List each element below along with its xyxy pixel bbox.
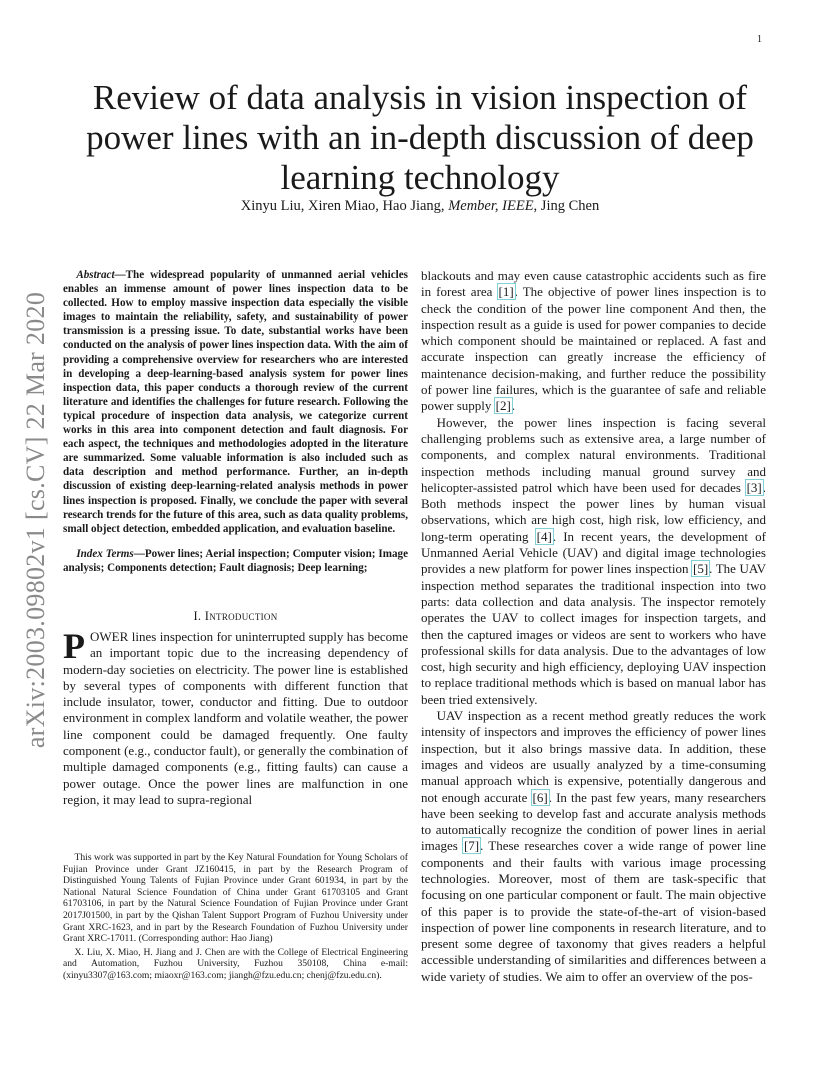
abstract (63, 268, 408, 536)
index-terms (63, 547, 408, 575)
footnotes (63, 852, 408, 982)
body-paragraph-1 (421, 268, 766, 415)
citation-link[interactable]: [3] (746, 479, 762, 495)
intro-paragraph (63, 625, 408, 808)
author-names-last: , Jing Chen (533, 198, 600, 214)
left-column (63, 268, 408, 808)
citation-link[interactable]: [1] (498, 284, 514, 300)
text-run: blackouts and may even cause catastrophic accidents such as fire in forest area (421, 268, 766, 300)
citation-link[interactable]: [2] (495, 398, 511, 414)
citation-link[interactable]: [4] (536, 528, 552, 544)
section-heading-introduction (63, 609, 408, 624)
author-membership: Member, IEEE (448, 198, 534, 214)
text-run: . The UAV inspection method separates the traditional inspection into two parts: data collection and data analysis. The inspector remotely operates the UAV to collect images for inspection targets, and then the captured images or videos are sent to workers who have professional skills for data analysis. Due to the advantages of low cost, high security and high efficiency, deploying UAV inspection to replace traditional methods which is based on manual labor has been tried extensively. (421, 561, 766, 707)
abstract-text: The widespread popularity of unmanned aerial vehicles enables an immense amount of power lines inspection data to be collected. How to employ massive inspection data especially the visible images to maintain the reliability, safety, and sustainability of power transmission is a pressing issue. To date, substantial works have been conducted on the analysis of power lines inspection data. With the aim of providing a comprehensive overview for researchers who are interested in developing a deep-learning-based analysis system for power lines inspection data, this paper conducts a thorough review of the current literature and identifies the challenges for future research. Following the typical procedure of inspection data analysis, we categorize current works in this area into component detection and fault diagnosis. For each aspect, the techniques and methodologies adopted in the literature are summarized. Some valuable information is also included such as data description and method performance. Further, an in-depth discussion of existing deep-learning-related analysis methods in power lines inspection is proposed. Finally, we conclude the paper with several research trends for the future of this area, such as data quality problems, small object detection, embedded application, and evaluation baseline. (63, 269, 408, 535)
abstract-label: Abstract (76, 269, 115, 281)
right-column (421, 268, 766, 985)
text-run: . Both methods inspect the power lines by human visual observations, which are high cost, high risk, low efficiency, and long-term operating (421, 479, 766, 544)
drop-cap: P (63, 625, 85, 666)
index-terms-dash: — (133, 547, 145, 560)
text-run: . (511, 398, 516, 414)
paper-title: Review of data analysis in vision inspection of power lines with an in-depth discussion of deep learning technology (86, 78, 754, 197)
citation-link[interactable]: [5] (693, 561, 709, 577)
arxiv-identifier[interactable]: arXiv:2003.09802v1 [cs.CV] 22 Mar 2020 (21, 291, 50, 749)
text-run: . These researches cover a wide range of power line components and their faults with various image processing technologies. Moreover, most of them are task-specific that focusing on one particular component or fault. The main objective of this paper is to provide the state-of-the-art of vision-based inspection of power line components in research literature, and to present some degree of taxonomy that gives readers a helpful accessible understanding of similarities and differences between a wide variety of studies. We aim to offer an overview of the pos- (421, 838, 766, 984)
citation-link[interactable]: [7] (463, 838, 480, 854)
text-run: . The objective of power lines inspection is to check the condition of the power line component And then, the inspection result as a guide is used for power companies to decide which component should be maintained or replaced. A fast and accurate inspection can greatly increase the efficiency of maintenance decision-making, and further reduce the possibility of power line failures, which is the guarantee of safe and reliable power supply (421, 284, 766, 414)
intro-text: OWER lines inspection for uninterrupted supply has become an important topic due to the increasing dependency of modern-day societies on electricity. The power line is established by several types of components with different function that include insulator, tower, conductor and fitting. Due to outdoor environment in complex landform and volatile weather, the power line component could be damaged frequently. One faulty component (e.g., conductor fault), or generally the combination of multiple damaged components (e.g., fitting faults) can cause a power outage. Once the power lines are malfunction in one region, it may lead to supra-regional (63, 628, 408, 807)
footnote-funding: This work was supported in part by the Key Natural Foundation for Young Scholars of Fujian Province under Grant JZ160415, in part by the Research Program of Distinguished Young Talents of Fujian Province under Grant 601934, in part by the National Natural Science Foundation of China under Grant 61703105 and Grant 61703106, in part by the Natural Science Foundation of Fujian Province under Grant 2017J01500, in part by the Qishan Talent Support Program of Fuzhou University under Grant XRC-1623, and in part by the Research Foundation of Fuzhou University under Grant XRC-17011. (Corresponding author: Hao Jiang) (63, 852, 408, 945)
section-heading-text: I. Introduction (193, 608, 278, 623)
text-run: . In the past few years, many researchers have been seeking to develop fast and accurate analysis methods to automatically recognize the condition of power lines in aerial images (421, 789, 766, 854)
index-terms-label: Index Terms (76, 547, 134, 560)
index-terms-text: Power lines; Aerial inspection; Computer vision; Image analysis; Components detection; Fault diagnosis; Deep learning; (63, 547, 408, 574)
author-names: Xinyu Liu, Xiren Miao, Hao Jiang, (240, 198, 449, 214)
text-run: However, the power lines inspection is facing several challenging problems such as extensive area, a large number of components, and complex natural environments. Traditional inspection methods including manual ground survey and helicopter-assisted patrol which have been used for decades (421, 414, 766, 495)
text-run: UAV inspection as a recent method greatly reduces the work intensity of inspectors and improves the efficiency of power lines inspection, but it also brings massive data. In addition, these images and videos are usually analyzed by a time-consuming manual approach which is expensive, potentially dangerous and not enough accurate (421, 708, 766, 805)
text-run: . In recent years, the development of Unmanned Aerial Vehicle (UAV) and digital image technologies provides a new platform for power lines inspection (421, 528, 766, 577)
abstract-dash: — (114, 269, 126, 281)
footnote-affiliation: X. Liu, X. Miao, H. Jiang and J. Chen are with the College of Electrical Engineering and Automation, Fuzhou University, Fuzhou 350108, China e-mail: (xinyu3307@163.com; miaoxr@163.com; jiangh@fzu.edu.cn; chenj@fzu.edu.cn). (63, 946, 408, 981)
body-paragraph-3 (421, 708, 766, 985)
citation-link[interactable]: [6] (532, 789, 548, 805)
page-number: 1 (757, 34, 762, 45)
body-paragraph-2 (421, 415, 766, 708)
author-list (70, 198, 770, 215)
